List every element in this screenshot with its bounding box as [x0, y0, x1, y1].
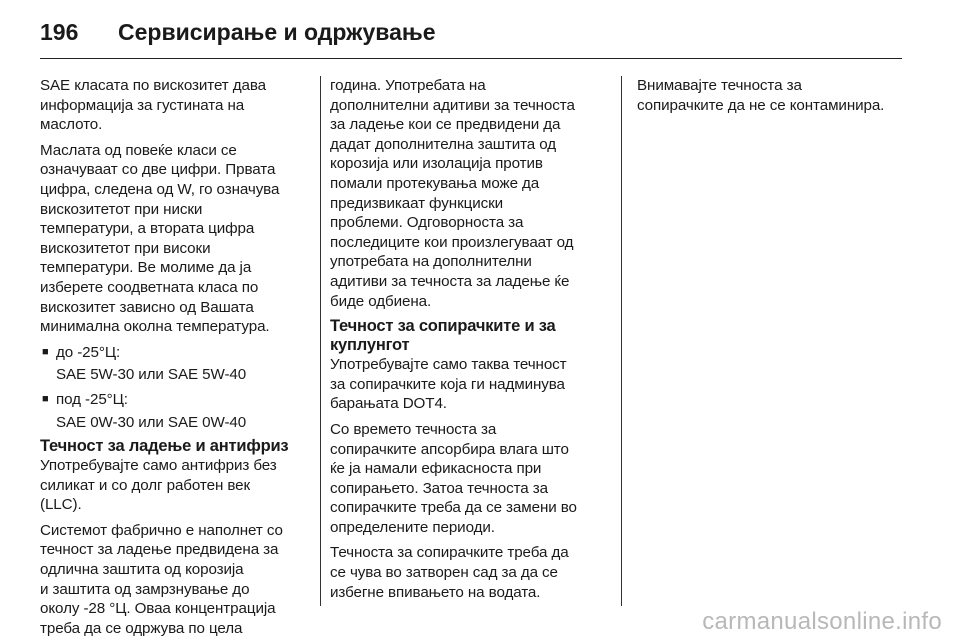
paragraph-additives: година. Употребата на дополнителни адитиви за течноста за ладење кои се предвидени да дадат дополнителна заштита од корозија или изолација против помали протекувања може да предизвикаат функциски проблеми. Одговорноста за последиците кои произлегуваат од употребата на дополнителни адитиви за течноста за ладење ќе биде одбиена.	[330, 77, 575, 310]
bullet-item	[40, 343, 306, 363]
page-header	[40, 14, 920, 50]
paragraph-moisture: Со времето течноста за сопирачките апсорбира влага што ќе ја намали ефикасноста при сопирањето. Затоа течноста за сопирачките треба да се замени во определените периоди.	[330, 420, 577, 536]
column-1	[40, 76, 306, 644]
paragraph-contamination: Внимавајте течноста за сопирачките да не се контаминира.	[637, 77, 885, 114]
paragraph-dot4: Употребувајте само таква течност за сопирачките која ги надминува барањата DOT4.	[330, 356, 567, 413]
header-rule	[40, 58, 902, 59]
bullet-item	[40, 390, 306, 410]
paragraph-llc: Употребувајте само антифриз без силикат и со долг работен век (LLC).	[40, 457, 277, 514]
column-divider	[320, 76, 321, 606]
column-divider	[621, 76, 622, 606]
section-heading-coolant: Течност за ладење и антифриз	[40, 437, 289, 456]
paragraph-multigrade: Маслата од повеќе класи се означуваат со две цифри. Првата цифра, следена од W, го означува вискозитетот при ниски температури, а втората цифра вискозитетот при високи температури. Ве молиме да ја изберете соодветната класа по вискозитет зависно од Вашата минимална околна температура.	[40, 141, 280, 336]
paragraph-storage: Течноста за сопирачките треба да се чува во затворен сад за да се избегне впивањето на водата.	[330, 544, 569, 601]
square-bullet-icon: ■	[42, 345, 49, 358]
column-2	[330, 76, 596, 608]
bullet-label: до -25°Ц:	[56, 343, 121, 361]
page-number: 196	[40, 18, 79, 45]
bullet-detail: SAE 0W-30 или SAE 0W-40	[56, 413, 247, 431]
bullet-label: под -25°Ц:	[56, 390, 128, 408]
column-3	[637, 76, 912, 121]
watermark: carmanualsonline.info	[702, 608, 942, 635]
bullet-detail: SAE 5W-30 или SAE 5W-40	[56, 366, 247, 384]
paragraph-sae-class: SAE класата по вискозитет дава информација за густината на маслото.	[40, 77, 267, 134]
square-bullet-icon: ■	[42, 392, 49, 405]
paragraph-factory-fill: Системот фабрично е наполнет со течност за ладење предвидена за одлична заштита од корозија и заштита од замрзнување до околу -28 °Ц. Оваа концентрација треба да се одржува по цела	[40, 521, 283, 637]
chapter-title: Сервисирање и одржување	[118, 18, 436, 45]
section-heading-brake-fluid: Течност за сопирачките и за куплунгот	[330, 317, 556, 355]
